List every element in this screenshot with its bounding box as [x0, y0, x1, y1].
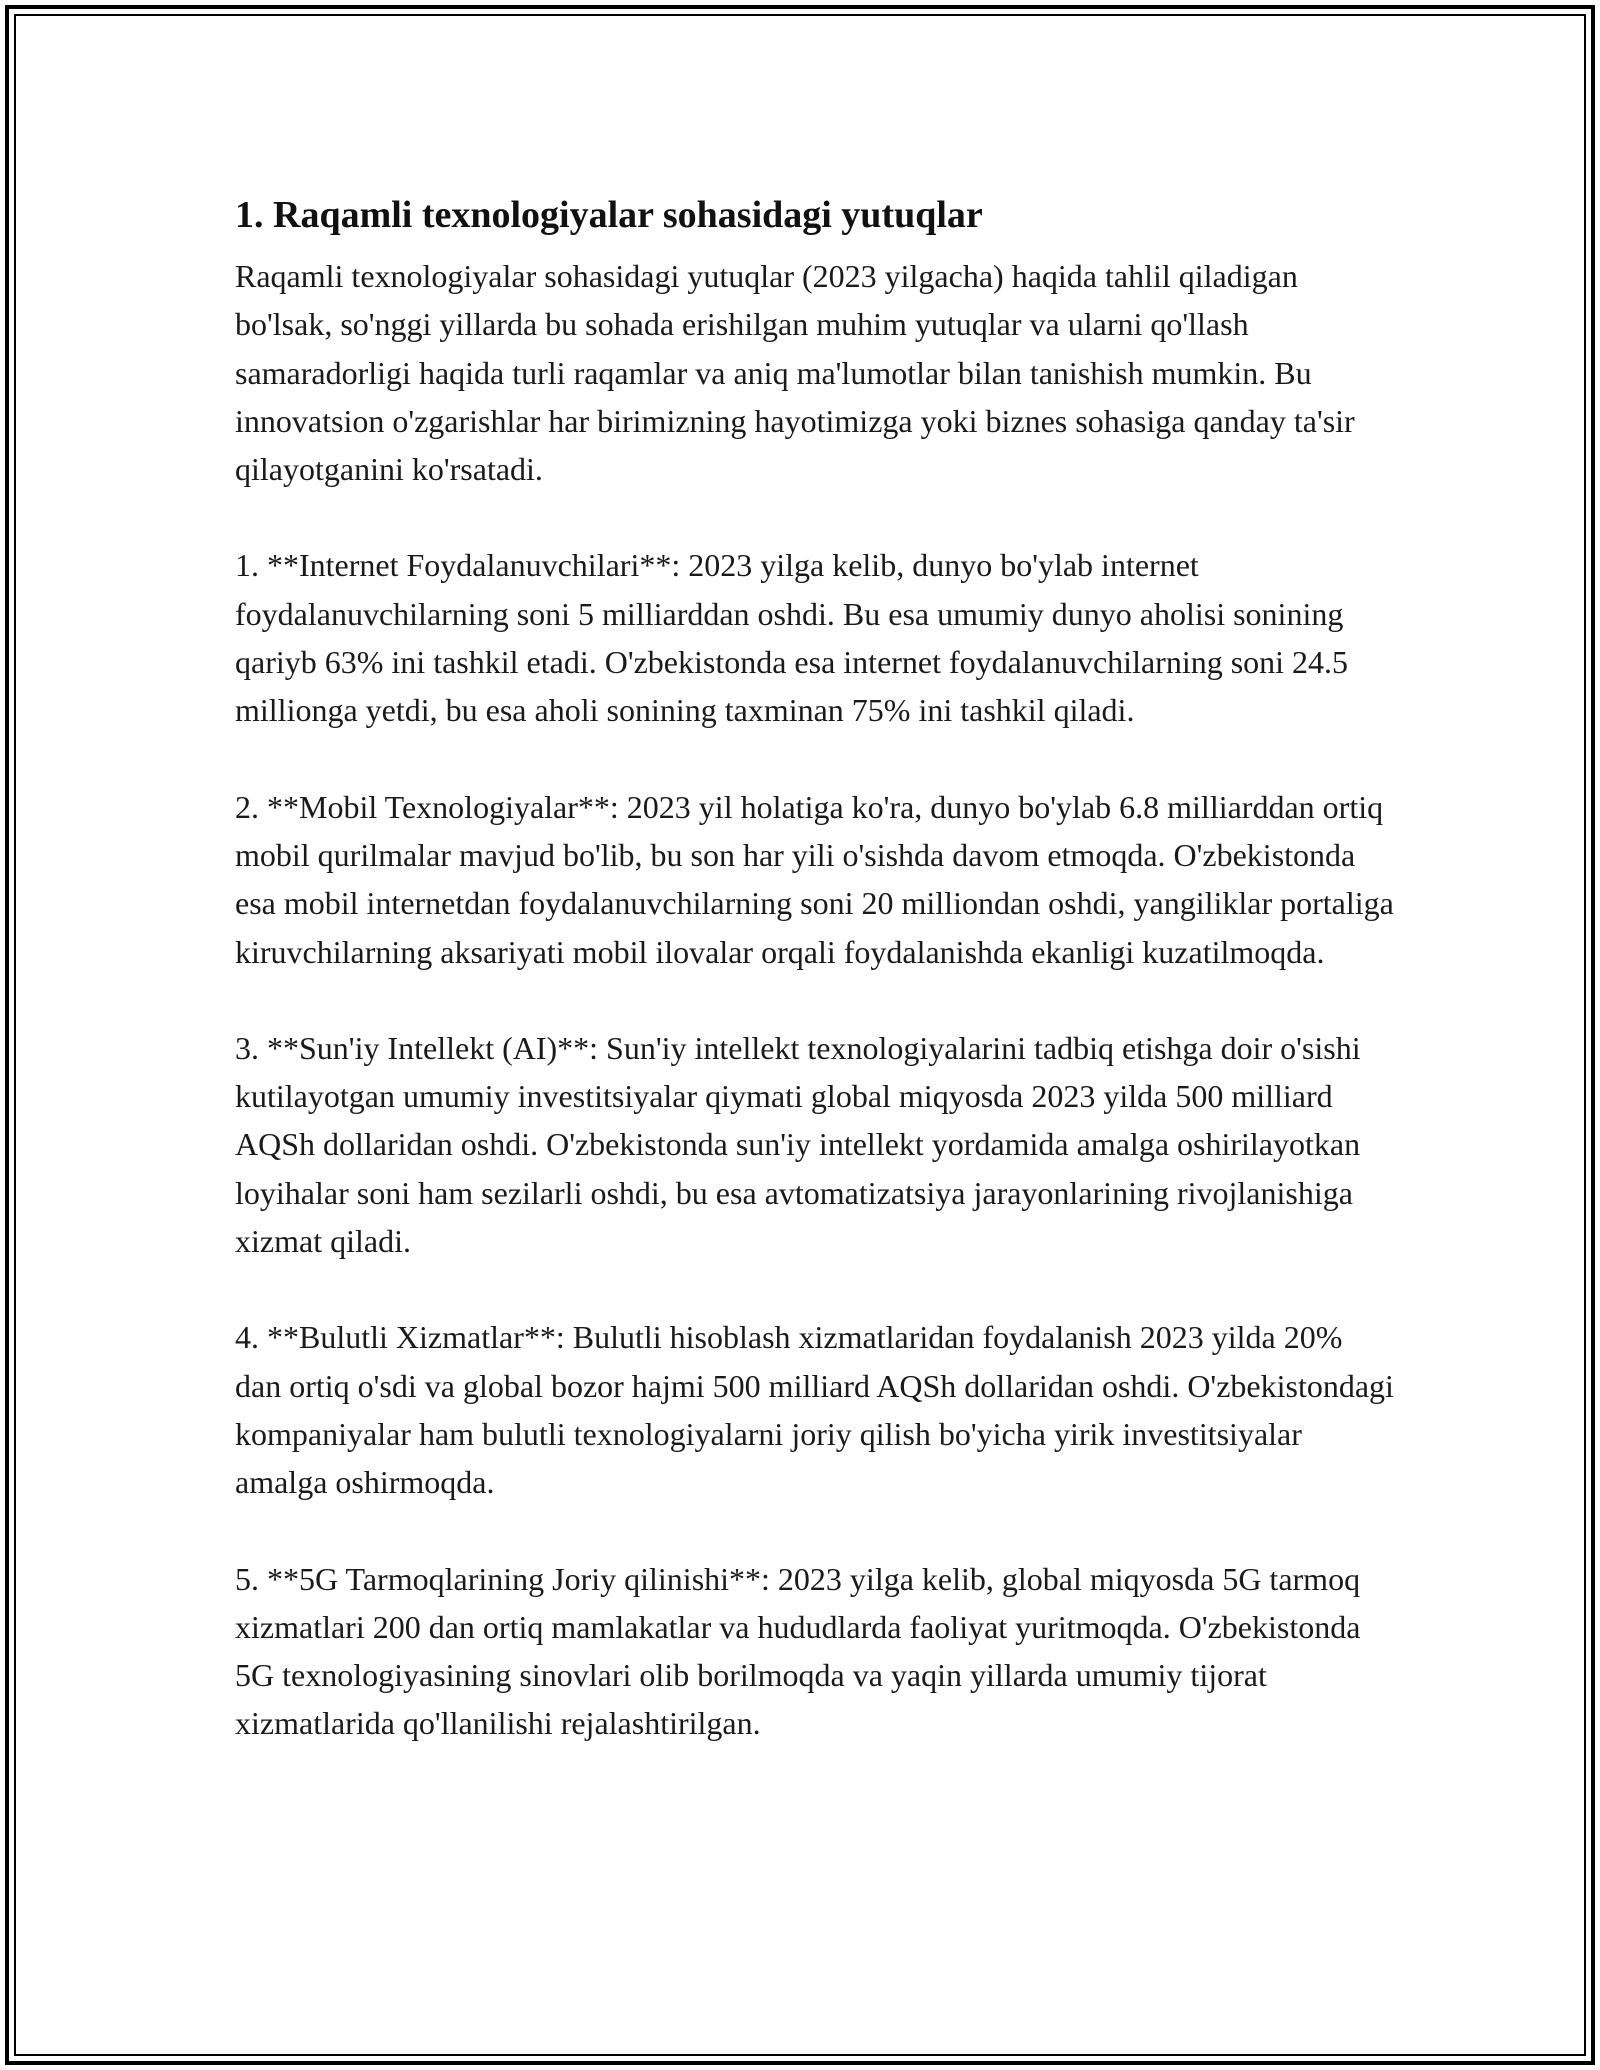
document-heading: 1. Raqamli texnologiyalar sohasidagi yutuqlar: [235, 194, 983, 236]
document-body: [235, 188, 1395, 1796]
item-5g-networks: 5. **5G Tarmoqlarining Joriy qilinishi**: 2023 yilga kelib, global miqyosda 5G tarmoq xizmatlari 200 dan ortiq mamlakatlar va hududlarda faoliyat yuritmoqda. O'zbekistonda 5G texnologiyasining sinovlari olib borilmoqda va yaqin yillarda umumiy tijorat xizmatlarida qo'llanilishi rejalashtirilgan.: [235, 1560, 1361, 1742]
item-artificial-intelligence: 3. **Sun'iy Intellekt (AI)**: Sun'iy intellekt texnologiyalarini tadbiq etishga doir o'sishi kutilayotgan umumiy investitsiyalar qiymati global miqyosda 2023 yilda 500 milliard AQSh dollaridan oshdi. O'zbekistonda sun'iy intellekt yordamida amalga oshirilayotkan loyihalar soni ham sezilarli oshdi, bu esa avtomatizatsiya jarayonlarining rivojlanishiga xizmat qiladi.: [235, 1029, 1361, 1260]
intro-paragraph: Raqamli texnologiyalar sohasidagi yutuqlar (2023 yilgacha) haqida tahlil qiladigan bo'lsak, so'nggi yillarda bu sohada erishilgan muhim yutuqlar va ularni qo'llash samaradorligi haqida turli raqamlar va aniq ma'lumotlar bilan tanishish mumkin. Bu innovatsion o'zgarishlar har birimizning hayotimizga yoki biznes sohasiga qanday ta'sir qilayotganini ko'rsatadi.: [235, 258, 1355, 488]
item-mobile-technologies: 2. **Mobil Texnologiyalar**: 2023 yil holatiga ko'ra, dunyo bo'ylab 6.8 milliarddan ortiq mobil qurilmalar mavjud bo'lib, bu son har yili o'sishda davom etmoqda. O'zbekistonda esa mobil internetdan foydalanuvchilarning soni 20 milliondan oshdi, yangiliklar portaliga kiruvchilarning aksariyati mobil ilovalar orqali foydalanishda ekanligi kuzatilmoqda.: [235, 788, 1394, 970]
item-cloud-services: 4. **Bulutli Xizmatlar**: Bulutli hisoblash xizmatlaridan foydalanish 2023 yilda 20% dan ortiq o'sdi va global bozor hajmi 500 milliard AQSh dollaridan oshdi. O'zbekistondagi kompaniyalar ham bulutli texnologiyalarni joriy qilish bo'yicha yirik investitsiyalar amalga oshirmoqda.: [235, 1319, 1394, 1501]
item-internet-users: 1. **Internet Foydalanuvchilari**: 2023 yilga kelib, dunyo bo'ylab internet foydalanuvchilarning soni 5 milliarddan oshdi. Bu esa umumiy dunyo aholisi sonining qariyb 63% ini tashkil etadi. O'zbekistonda esa internet foydalanuvchilarning soni 24.5 millionga yetdi, bu esa aholi sonining taxminan 75% ini tashkil qiladi.: [235, 547, 1349, 729]
